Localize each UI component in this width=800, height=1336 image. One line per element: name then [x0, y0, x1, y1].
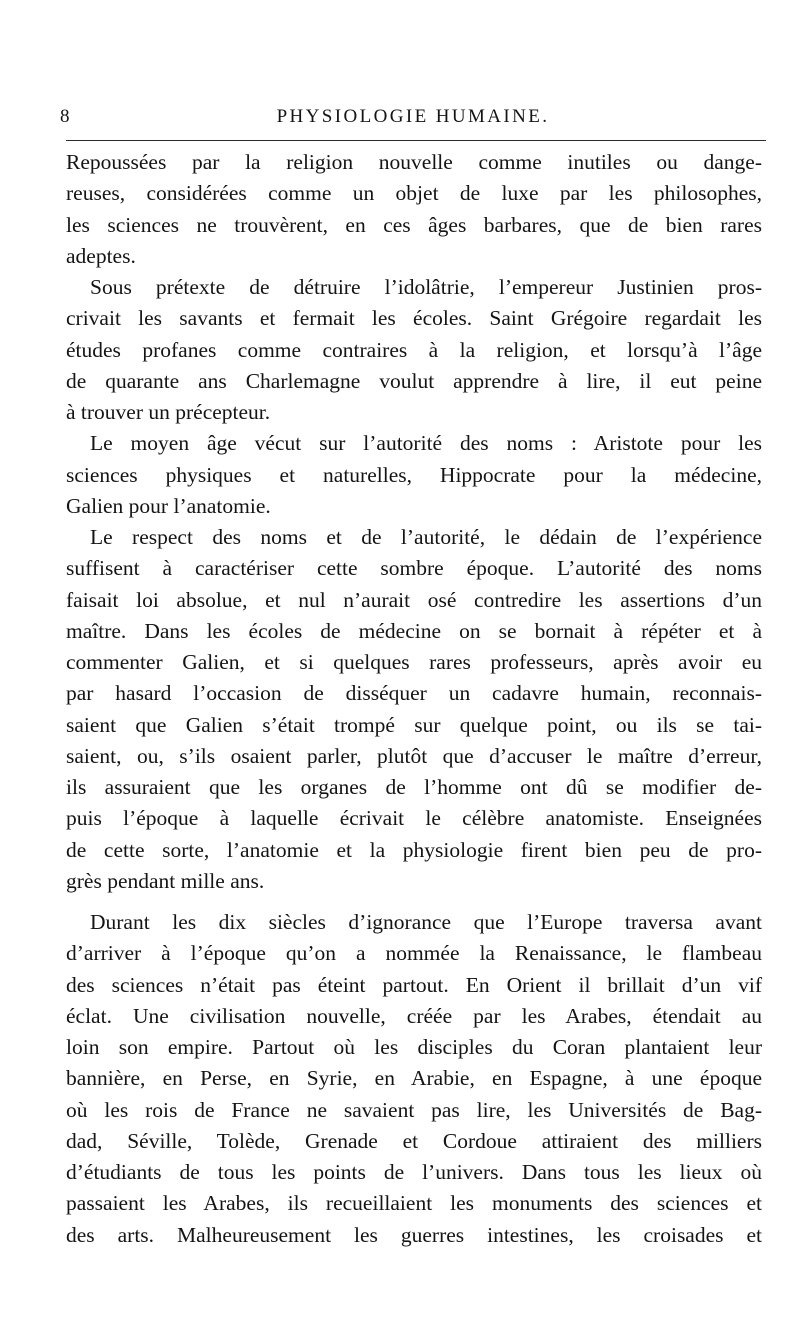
text-line: Galien pour l’anatomie.: [66, 493, 271, 518]
text-line: de cette sorte, l’anatomie et la physiologie firent bien peu de pro-: [66, 837, 762, 862]
text-line: bannière, en Perse, en Syrie, en Arabie, en Espagne, à une époque: [66, 1066, 762, 1091]
text-line: reuses, considérées comme un objet de luxe par les philosophes,: [66, 181, 762, 206]
text-line: faisait loi absolue, et nul n’aurait osé contredire les assertions d’un: [66, 587, 762, 612]
text-line: Repoussées par la religion nouvelle comme inutiles ou dange-: [66, 150, 762, 174]
paragraph: [66, 428, 762, 522]
paragraph-gap: [66, 897, 762, 907]
text-line: éclat. Une civilisation nouvelle, créée par les Arabes, étendait au: [66, 1003, 762, 1028]
paragraph: [66, 522, 762, 897]
text-line: des sciences n’était pas éteint partout. En Orient il brillait d’un vif: [66, 972, 762, 997]
text-line: crivait les savants et fermait les écoles. Saint Grégoire regardait les: [66, 306, 762, 331]
text-line: saient, ou, s’ils osaient parler, plutôt que d’accuser le maître d’erreur,: [66, 743, 762, 768]
text-line: Le respect des noms et de l’autorité, le dédain de l’expérience: [90, 525, 762, 549]
header-rule: [66, 140, 766, 141]
text-line: Durant les dix siècles d’ignorance que l’Europe traversa avant: [90, 910, 762, 934]
text-line: ils assuraient que les organes de l’homme ont dû se modifier de-: [66, 775, 762, 799]
body-text: [66, 147, 762, 1251]
text-line: passaient les Arabes, ils recueillaient les monuments des sciences et: [66, 1191, 762, 1216]
text-line: des arts. Malheureusement les guerres intestines, les croisades et: [66, 1222, 762, 1247]
paragraph: [66, 147, 762, 272]
running-head: [60, 103, 766, 133]
page-number: 8: [60, 106, 70, 127]
text-line: études profanes comme contraires à la religion, et lorsqu’à l’âge: [66, 337, 762, 362]
running-title: PHYSIOLOGIE HUMAINE.: [276, 106, 550, 127]
paragraph: [66, 272, 762, 428]
text-line: Sous prétexte de détruire l’idolâtrie, l’empereur Justinien pros-: [90, 275, 762, 299]
text-line: saient que Galien s’était trompé sur quelque point, ou ils se tai-: [66, 712, 762, 737]
text-line: grès pendant mille ans.: [66, 868, 265, 893]
paragraph: [66, 907, 762, 1251]
text-line: de quarante ans Charlemagne voulut apprendre à lire, il eut peine: [66, 368, 762, 393]
text-line: puis l’époque à laquelle écrivait le célèbre anatomiste. Enseignées: [66, 806, 762, 831]
text-line: d’arriver à l’époque qu’on a nommée la Renaissance, le flambeau: [66, 941, 762, 966]
text-line: Le moyen âge vécut sur l’autorité des noms : Aristote pour les: [90, 431, 762, 456]
text-line: maître. Dans les écoles de médecine on se bornait à répéter et à: [66, 618, 762, 643]
text-line: suffisent à caractériser cette sombre époque. L’autorité des noms: [66, 556, 762, 581]
text-line: où les rois de France ne savaient pas lire, les Universités de Bag-: [66, 1097, 762, 1122]
text-line: commenter Galien, et si quelques rares professeurs, après avoir eu: [66, 650, 762, 674]
text-line: adeptes.: [66, 243, 136, 268]
text-line: sciences physiques et naturelles, Hippocrate pour la médecine,: [66, 462, 762, 487]
text-line: d’étudiants de tous les points de l’univers. Dans tous les lieux où: [66, 1160, 762, 1184]
text-line: par hasard l’occasion de disséquer un cadavre humain, reconnais-: [66, 681, 762, 706]
text-line: dad, Séville, Tolède, Grenade et Cordoue attiraient des milliers: [66, 1128, 762, 1153]
text-line: à trouver un précepteur.: [66, 400, 271, 424]
text-line: loin son empire. Partout où les disciples du Coran plantaient leur: [66, 1035, 762, 1059]
text-line: les sciences ne trouvèrent, en ces âges barbares, que de bien rares: [66, 212, 762, 237]
